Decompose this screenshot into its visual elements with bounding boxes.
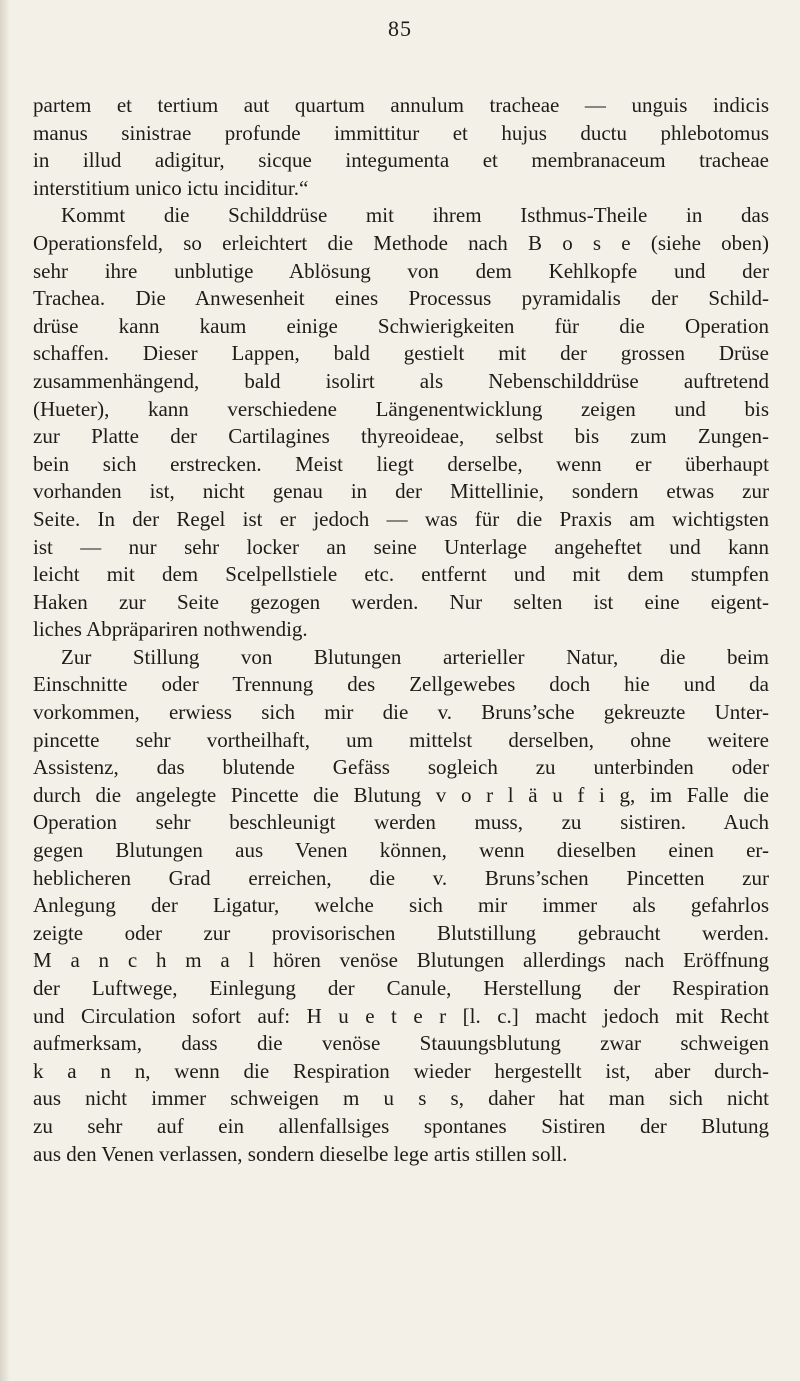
text-line: Anlegung der Ligatur, welche sich mir immer als gefahrlos [33,893,769,918]
text-line: Seite. In der Regel ist er jedoch — was für die Praxis am wichtigsten [33,506,769,531]
page-number: 85 [388,16,412,41]
text-line: sehr ihre unblutige Ablösung von dem Kehlkopfe und der [33,258,769,283]
body-text [33,92,769,1168]
text-line: ist — nur sehr locker an seine Unterlage angeheftet und kann [33,534,769,559]
text-line: pincette sehr vortheilhaft, um mittelst derselben, ohne weitere [33,727,769,752]
text-line: vorhanden ist, nicht genau in der Mittellinie, sondern etwas zur [33,479,769,504]
text-line: aus nicht immer schweigen m u s s, daher hat man sich nicht [33,1086,769,1111]
text-line: schaffen. Dieser Lappen, bald gestielt mit der grossen Drüse [33,341,769,366]
text-line: bein sich erstrecken. Meist liegt derselbe, wenn er überhaupt [33,451,769,476]
text-line: zu sehr auf ein allenfallsiges spontanes Sistiren der Blutung [33,1113,769,1138]
text-line: vorkommen, erwiess sich mir die v. Bruns’sche gekreuzte Unter- [33,700,769,725]
text-line: zur Platte der Cartilagines thyreoideae, selbst bis zum Zungen- [33,424,769,449]
text-line: leicht mit dem Scelpellstiele etc. entfernt und mit dem stumpfen [33,562,769,587]
text-line: aus den Venen verlassen, sondern dieselbe lege artis stillen soll. [33,1141,568,1166]
text-line: heblicheren Grad erreichen, die v. Bruns’schen Pincetten zur [33,865,769,890]
text-line: Kommt die Schilddrüse mit ihrem Isthmus-Theile in das [61,203,769,228]
text-line: (Hueter), kann verschiedene Längenentwicklung zeigen und bis [33,396,769,421]
text-line: aufmerksam, dass die venöse Stauungsblutung zwar schweigen [33,1031,769,1056]
page-spine-edge [0,0,10,1381]
text-line: Zur Stillung von Blutungen arterieller Natur, die beim [61,644,769,669]
text-line: Trachea. Die Anwesenheit eines Processus pyramidalis der Schild- [33,286,769,311]
text-line: Operationsfeld, so erleichtert die Methode nach B o s e (siehe oben) [33,230,769,255]
text-line: zeigte oder zur provisorischen Blutstillung gebraucht werden. [33,920,769,945]
text-line: Haken zur Seite gezogen werden. Nur selten ist eine eigent- [33,589,769,614]
text-line: M a n c h m a l hören venöse Blutungen allerdings nach Eröffnung [33,948,769,973]
text-line: zusammenhängend, bald isolirt als Nebenschilddrüse auftretend [33,368,769,393]
text-line: gegen Blutungen aus Venen können, wenn dieselben einen er- [33,838,769,863]
text-line: Operation sehr beschleunigt werden muss, zu sistiren. Auch [33,810,769,835]
text-line: Einschnitte oder Trennung des Zellgewebes doch hie und da [33,672,769,697]
text-line: liches Abpräpariren nothwendig. [33,617,308,642]
text-line: Assistenz, das blutende Gefäss sogleich zu unterbinden oder [33,755,769,780]
text-line: der Luftwege, Einlegung der Canule, Herstellung der Respiration [33,976,769,1000]
text-line: partem et tertium aut quartum annulum tracheae — unguis indicis [33,93,769,117]
text-line: in illud adigitur, sicque integumenta et membranaceum tracheae [33,148,769,173]
text-line: interstitium unico ictu inciditur.“ [33,175,309,200]
text-line: drüse kann kaum einige Schwierigkeiten für die Operation [33,313,769,338]
text-line: durch die angelegte Pincette die Blutung v o r l ä u f i g, im Falle die [33,782,769,807]
text-line: k a n n, wenn die Respiration wieder hergestellt ist, aber durch- [33,1058,769,1083]
text-line: manus sinistrae profunde immittitur et hujus ductu phlebotomus [33,120,769,145]
text-line: und Circulation sofort auf: H u e t e r [l. c.] macht jedoch mit Recht [33,1003,769,1028]
